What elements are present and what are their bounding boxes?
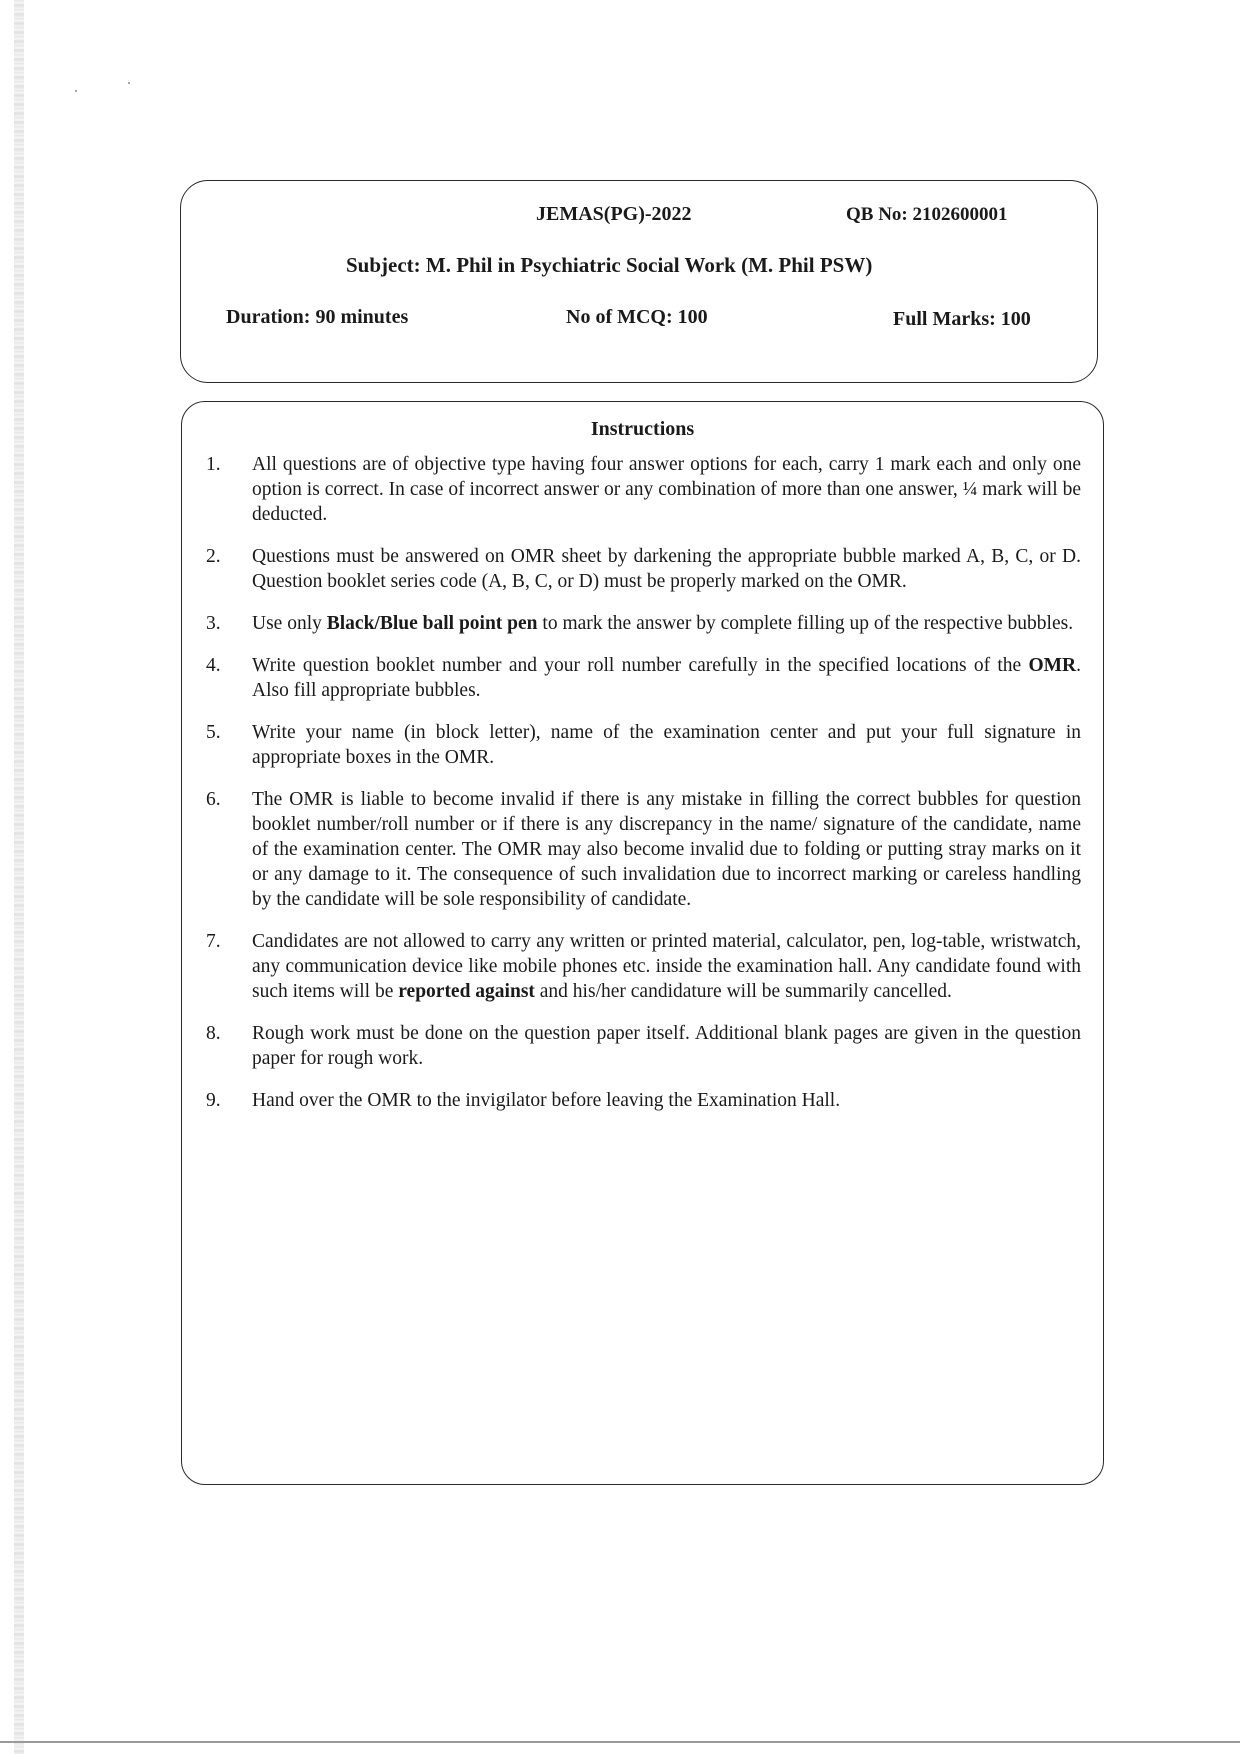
instruction-number: 7. (206, 931, 221, 952)
instruction-item (182, 929, 1103, 1004)
scan-bottom-edge (0, 1741, 1240, 1743)
instruction-item (182, 544, 1103, 594)
instruction-emphasis: reported against (398, 981, 535, 1002)
scan-speck (128, 82, 130, 84)
instruction-text (252, 931, 1081, 1002)
exam-header-box (180, 180, 1098, 383)
instructions-list (182, 452, 1103, 1130)
duration: Duration: 90 minutes (226, 306, 409, 328)
instruction-text (252, 1090, 840, 1111)
instruction-segment: Write question booklet number and your roll number carefully in the specified locations of the (252, 655, 1029, 676)
scan-speck (75, 90, 77, 92)
instruction-text (252, 655, 1081, 701)
question-booklet-number (846, 204, 1008, 226)
instruction-number: 6. (206, 789, 221, 810)
instruction-item (182, 452, 1103, 527)
instruction-segment: Rough work must be done on the question paper itself. Additional blank pages are given in the question paper for rough work. (252, 1023, 1081, 1069)
instruction-number: 3. (206, 613, 221, 634)
instructions-box (181, 401, 1104, 1485)
instruction-text (252, 1023, 1081, 1069)
instruction-segment: Write your name (in block letter), name of the examination center and put your full signature in appropriate boxes in the OMR. (252, 722, 1081, 768)
instruction-segment: Candidates are not allowed to carry any written or printed material, calculator, pen, log-table, wristwatch, any communication device like mobile phones etc. inside the examination hall. Any candidate found with such items will be (252, 931, 1081, 1002)
instruction-segment: and his/her candidature will be summarily cancelled. (534, 981, 952, 1002)
instruction-item (182, 720, 1103, 770)
instruction-segment: Hand over the OMR to the invigilator before leaving the Examination Hall. (252, 1090, 841, 1111)
instruction-emphasis: OMR (1028, 655, 1077, 676)
instructions-heading: Instructions (590, 418, 695, 440)
instruction-text (252, 454, 1081, 525)
full-marks: Full Marks: 100 (893, 308, 1031, 330)
instruction-number: 1. (206, 454, 221, 475)
instruction-text (252, 722, 1081, 768)
exam-title: JEMAS(PG)-2022 (536, 203, 692, 225)
instruction-item (182, 653, 1103, 703)
instruction-segment: Use only (252, 613, 327, 634)
instruction-item (182, 787, 1103, 912)
instruction-item (182, 1021, 1103, 1071)
instruction-segment: All questions are of objective type having four answer options for each, carry 1 mark each and only one option is correct. In case of incorrect answer or any combination of more than one answer, ¼ mark will be deducted. (252, 454, 1081, 525)
instruction-item (182, 1088, 1103, 1113)
instruction-number: 2. (206, 546, 221, 567)
instruction-segment: The OMR is liable to become invalid if there is any mistake in filling the correct bubbles for question booklet number/roll number or if there is any discrepancy in the name/ signature of the candidate, name of the examination center. The OMR may also become invalid due to folding or putting stray marks on it or any damage to it. The consequence of such invalidation due to incorrect marking or careless handling by the candidate will be sole responsibility of candidate. (252, 789, 1081, 910)
instruction-text (252, 613, 1073, 634)
instruction-item (182, 611, 1103, 636)
instruction-segment: Questions must be answered on OMR sheet by darkening the appropriate bubble marked A, B, C, or D. Question booklet series code (A, B, C, or D) must be properly marked on the OMR. (252, 546, 1081, 592)
scan-edge-artifact (14, 0, 24, 1754)
instruction-segment: . Also fill appropriate bubbles. (252, 655, 1081, 701)
instruction-number: 9. (206, 1090, 221, 1111)
subject-line: Subject: M. Phil in Psychiatric Social Work (M. Phil PSW) (346, 253, 873, 277)
instruction-number: 4. (206, 655, 221, 676)
mcq-count: No of MCQ: 100 (566, 306, 708, 328)
instruction-segment: to mark the answer by complete filling up of the respective bubbles. (537, 613, 1074, 634)
qb-label: QB No: (846, 204, 908, 225)
qb-value: 2102600001 (912, 204, 1008, 225)
instruction-emphasis: Black/Blue ball point pen (326, 613, 538, 634)
instruction-number: 5. (206, 722, 221, 743)
instruction-number: 8. (206, 1023, 221, 1044)
instruction-text (252, 789, 1081, 910)
instruction-text (252, 546, 1081, 592)
